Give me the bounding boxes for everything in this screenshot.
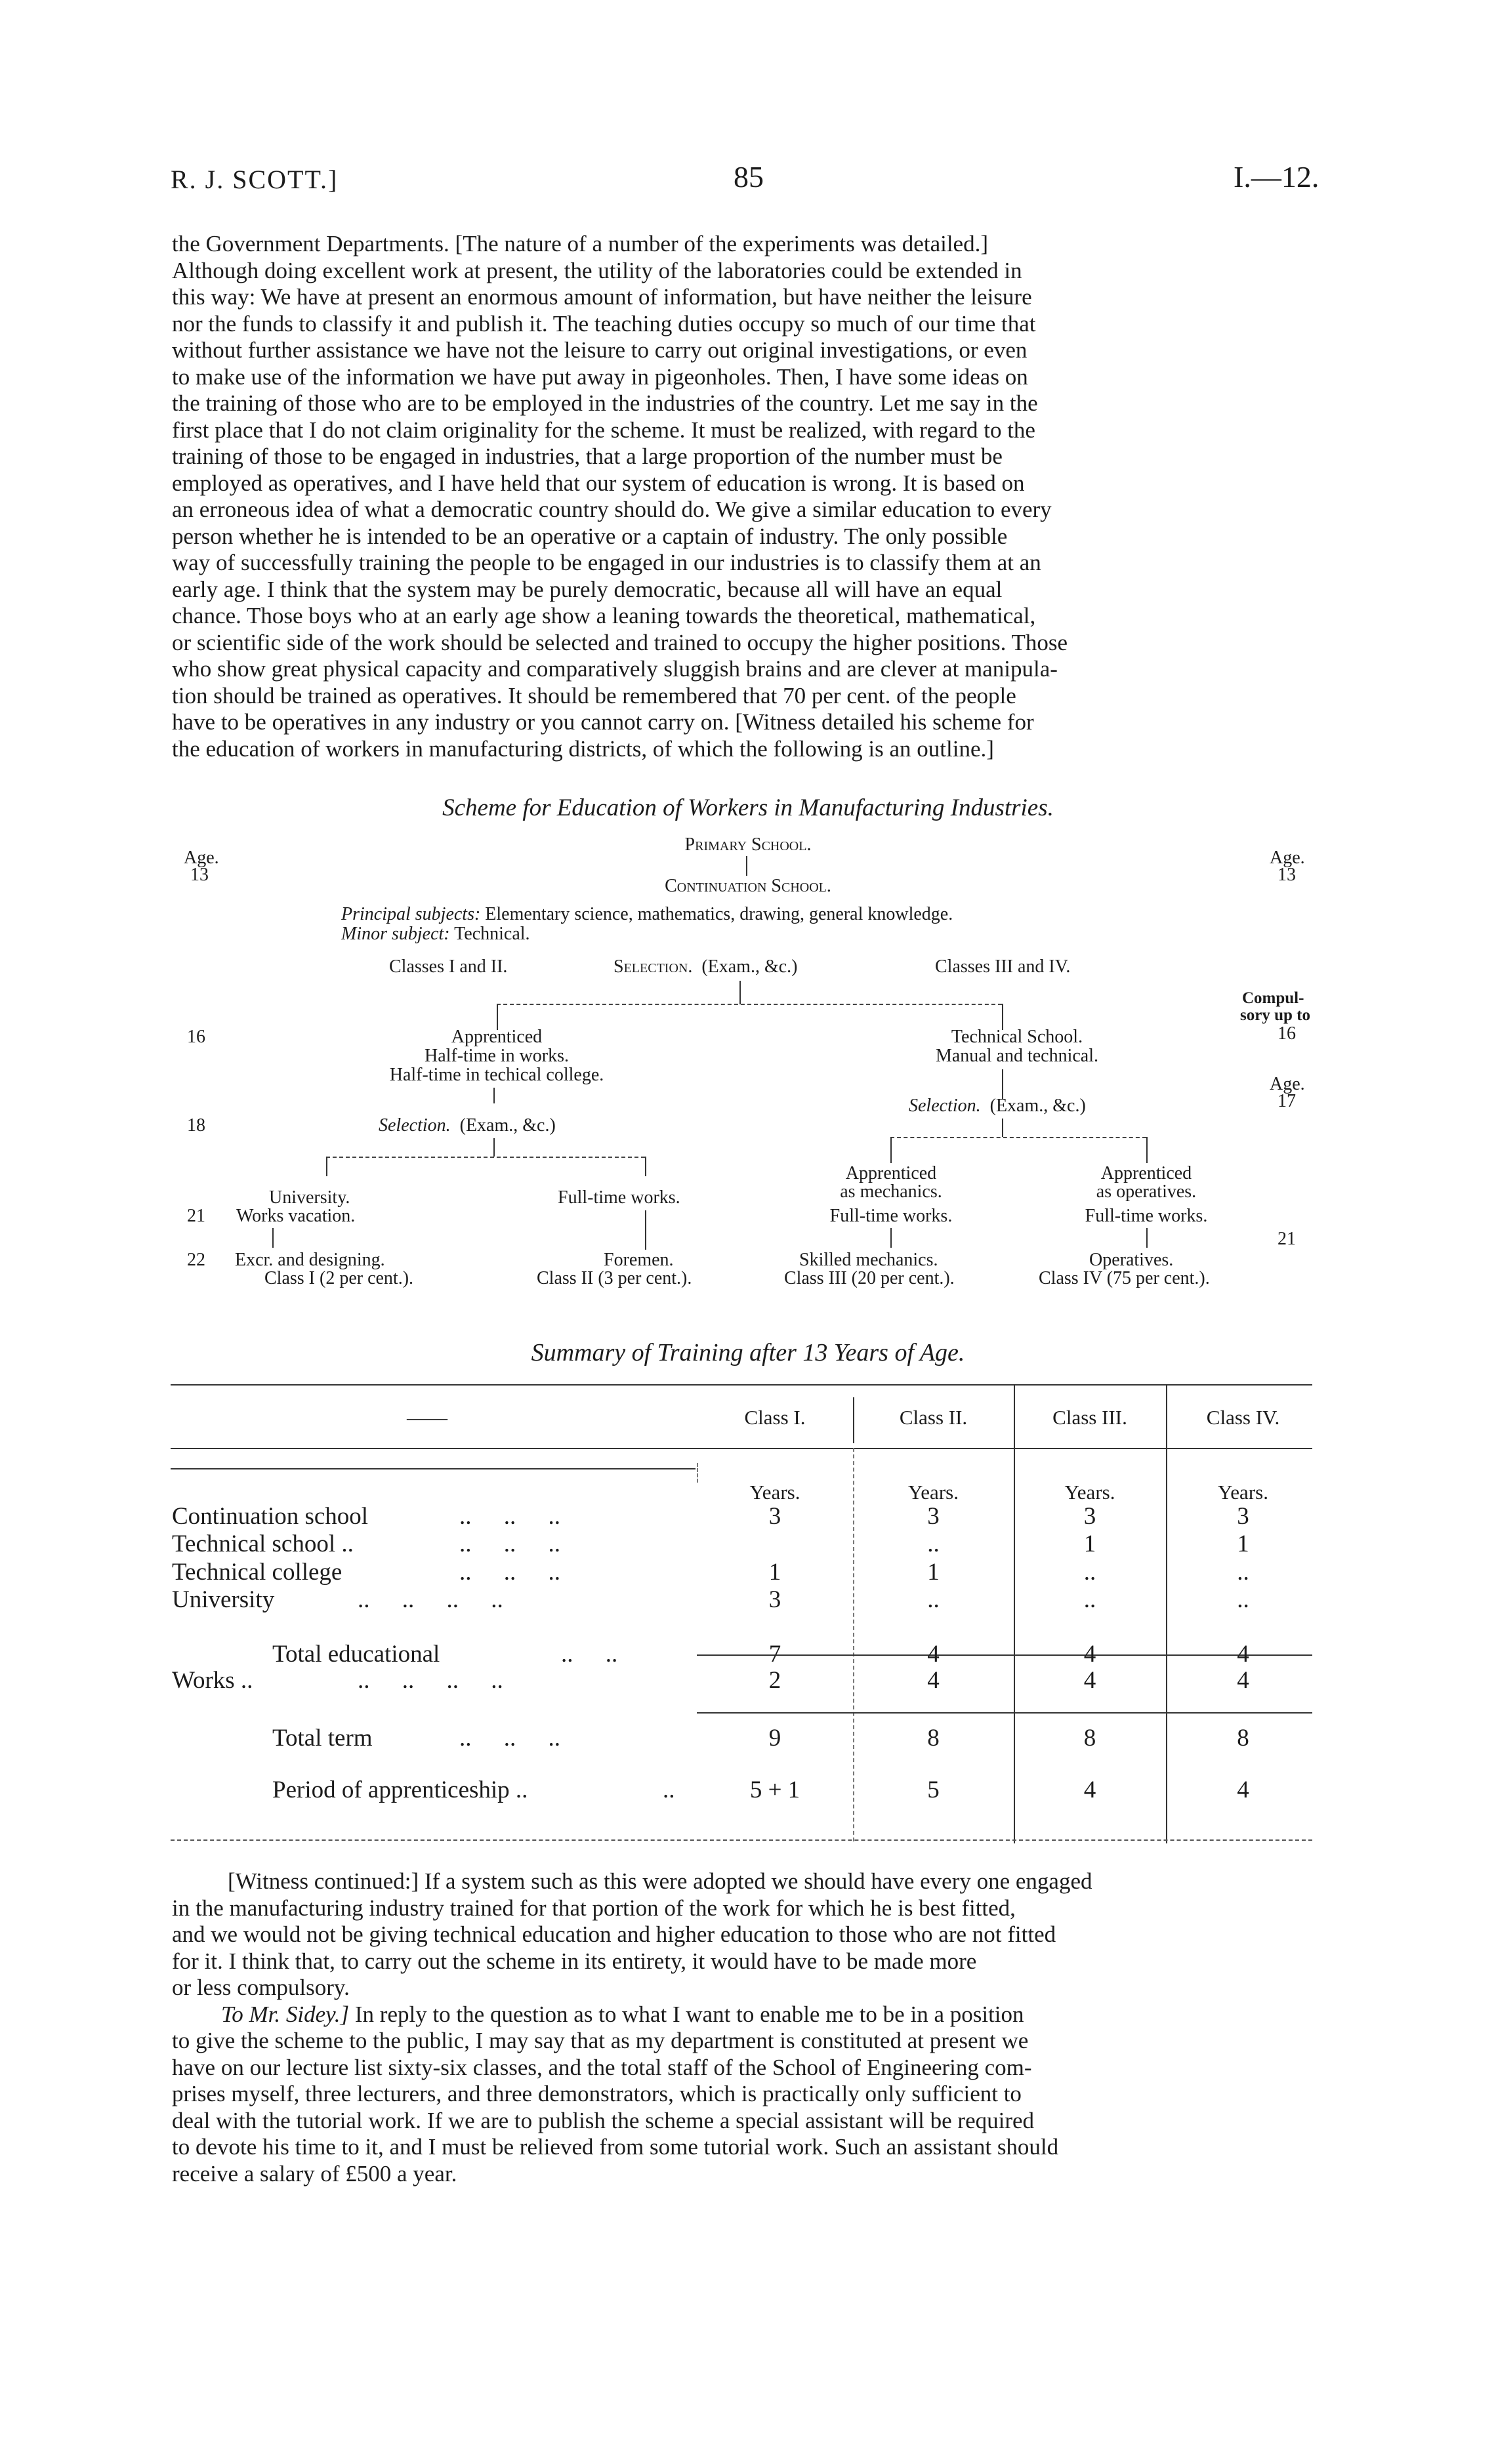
cell-class-3: 4: [1083, 1667, 1096, 1694]
testimony-paragraph-top: [172, 231, 1330, 762]
connector-line: [493, 1138, 495, 1157]
fulltime-works-node: Full-time works.: [558, 1187, 680, 1208]
text-line: without further assistance we have not the leisure to carry out original investigations, or even: [172, 337, 1028, 363]
text-line: the Government Departments. [The nature of a number of the experiments was detailed.]: [172, 231, 988, 257]
connector-line: [746, 856, 747, 876]
text-line: to devote his time to it, and I must be relieved from some tutorial work. Such an assistant should: [172, 2134, 1059, 2160]
row-leader: .. .. ..: [459, 1559, 560, 1586]
fulltime-works-operatives: Full-time works.: [1085, 1206, 1208, 1226]
text-line: and we would not be giving technical education and higher education to those who are not fitted: [172, 1921, 1056, 1947]
cell-class-1: 3: [768, 1586, 781, 1613]
branch-line-left: [326, 1157, 645, 1158]
column-divider: [1014, 1384, 1015, 1843]
text-line: deal with the tutorial work. If we are to publish the scheme a special assistant will be required: [172, 2107, 1035, 2133]
principal-subjects-label: Principal subjects:: [341, 904, 481, 924]
text-line: the training of those who are to be employed in the industries of the country. Let me say in the: [172, 390, 1038, 416]
skilled-mechanics-node: Skilled mechanics.: [799, 1250, 938, 1270]
classes-1-2-label: Classes I and II.: [389, 956, 508, 977]
cell-class-4: ..: [1237, 1559, 1249, 1586]
text-line: in the manufacturing industry trained for that portion of the work for which he is best fitted,: [172, 1895, 1016, 1921]
column-divider: [697, 1463, 698, 1483]
compulsory-note-1: Compul-: [1242, 989, 1304, 1007]
age-22: 22: [187, 1250, 205, 1270]
row-leader: .. .. .. ..: [358, 1586, 503, 1613]
class-3-outcome: Class III (20 per cent.).: [784, 1268, 955, 1288]
row-leader: .. .. ..: [459, 1725, 560, 1752]
connector-line: [645, 1210, 646, 1250]
age-label-right: Age.: [1270, 848, 1305, 868]
text-line: this way: We have at present an enormous amount of information, but have neither the leisure: [172, 284, 1032, 310]
cell-class-1: 7: [768, 1641, 781, 1668]
apprenticed-node: Apprenticed: [451, 1027, 543, 1047]
cell-class-3: ..: [1083, 1559, 1096, 1586]
text-line: the education of workers in manufacturing districts, of which the following is an outline.]: [172, 735, 994, 762]
years-unit: Years.: [908, 1481, 959, 1504]
page-number: 85: [734, 160, 764, 194]
classes-3-4-label: Classes III and IV.: [935, 956, 1071, 977]
cell-class-1: 2: [768, 1667, 781, 1694]
cell-class-1: 1: [768, 1559, 781, 1586]
branch-line-top: [497, 1004, 1002, 1005]
selection-left: [379, 1115, 556, 1136]
text-line: to give the scheme to the public, I may say that as my department is constituted at present we: [172, 2028, 1029, 2053]
selection-top-label: Selection.: [613, 956, 693, 977]
row-label: Total educational: [272, 1641, 440, 1668]
age-label-left: Age.: [184, 848, 219, 868]
text-line: employed as operatives, and I have held that our system of education is wrong. It is based on: [172, 470, 1025, 496]
works-vacation: Works vacation.: [236, 1206, 356, 1226]
cell-class-4: ..: [1237, 1586, 1249, 1613]
exam-right: (Exam., &c.): [989, 1096, 1086, 1116]
row-label: University: [172, 1586, 275, 1613]
text-line: to make use of the information we have put away in pigeonholes. Then, I have some ideas on: [172, 363, 1028, 390]
stub-header-dash: ——: [407, 1406, 447, 1429]
years-unit: Years.: [1218, 1481, 1268, 1504]
text-line: [172, 2002, 1330, 2028]
apprenticed-operatives-1: Apprenticed: [1100, 1163, 1192, 1183]
exam-top: (Exam., &c.): [701, 956, 798, 977]
row-label: Total term: [272, 1725, 373, 1752]
age-13-right: 13: [1278, 865, 1296, 885]
text-line: training of those to be engaged in industries, that a large proportion of the number must be: [172, 443, 1003, 469]
header-class-2: Class II.: [899, 1406, 968, 1429]
connector-line: [739, 981, 741, 1004]
excr-designing: Excr. and designing.: [235, 1250, 385, 1270]
connector-line: [326, 1157, 327, 1176]
cell-class-4: 3: [1237, 1503, 1249, 1530]
text-line: receive a salary of £500 a year.: [172, 2160, 457, 2187]
halftime-college: Half-time in techical college.: [389, 1065, 604, 1085]
header-class-1: Class I.: [744, 1406, 806, 1429]
apprenticed-operatives-2: as operatives.: [1096, 1181, 1197, 1202]
cell-class-4: 1: [1237, 1530, 1249, 1557]
row-label: Technical school ..: [172, 1530, 354, 1557]
connector-line: [1002, 1119, 1003, 1137]
connector-line: [890, 1228, 892, 1248]
operatives-node: Operatives.: [1089, 1250, 1174, 1270]
cell-class-3: 8: [1083, 1725, 1096, 1752]
text-line: way of successfully training the people to be engaged in our industries is to classify them at an: [172, 550, 1041, 575]
summary-title: Summary of Training after 13 Years of Age.: [531, 1339, 965, 1366]
row-leader: .. ..: [561, 1641, 618, 1668]
table-bottom-rule: [171, 1839, 1312, 1841]
testimony-paragraph-continued: [172, 1868, 1330, 2187]
row-label: Continuation school: [172, 1503, 369, 1530]
scheme-title: Scheme for Education of Workers in Manufacturing Industries.: [442, 794, 1054, 821]
cell-class-3: 1: [1083, 1530, 1096, 1557]
connector-line: [1146, 1228, 1148, 1248]
cell-class-3: 3: [1083, 1503, 1096, 1530]
cell-class-1: 9: [768, 1725, 781, 1752]
text-line: [Witness continued:] If a system such as this were adopted we should have every one engaged: [228, 1868, 1092, 1894]
cell-class-2: 3: [927, 1503, 940, 1530]
class-4-outcome: Class IV (75 per cent.).: [1039, 1268, 1210, 1288]
header-class-4: Class IV.: [1206, 1406, 1280, 1429]
speaker-reference: To Mr. Sidey.]: [221, 2001, 350, 2027]
class-1-outcome: Class I (2 per cent.).: [264, 1268, 414, 1288]
exam-left: (Exam., &c.): [459, 1115, 556, 1136]
document-reference: I.—12.: [1234, 160, 1319, 194]
text-fragment: In reply to the question as to what I want to enable me to be in a position: [349, 2001, 1024, 2027]
branch-line-right: [890, 1137, 1146, 1138]
text-line: person whether he is intended to be an operative or a captain of industry. The only possible: [172, 523, 1008, 549]
table-top-rule: [171, 1384, 1312, 1386]
cell-class-1: 5 + 1: [749, 1776, 800, 1803]
fulltime-works-mechanics: Full-time works.: [829, 1206, 953, 1226]
principal-subjects: [341, 904, 953, 925]
selection-left-label: Selection.: [379, 1115, 451, 1136]
cell-class-2: 5: [927, 1776, 940, 1803]
row-leader: .. .. ..: [459, 1530, 560, 1557]
cell-class-2: ..: [927, 1586, 940, 1613]
cell-class-1: 3: [768, 1503, 781, 1530]
minor-subject-text: Technical.: [454, 924, 530, 944]
age-21-left: 21: [187, 1206, 205, 1226]
text-line: prises myself, three lecturers, and three demonstrators, which is practically only sufficient to: [172, 2081, 1022, 2106]
text-line: for it. I think that, to carry out the scheme in its entirety, it would have to be made more: [172, 1948, 977, 1974]
text-line: have to be operatives in any industry or you cannot carry on. [Witness detailed his scheme for: [172, 709, 1034, 735]
selection-right-label: Selection.: [909, 1096, 981, 1116]
manual-technical: Manual and technical.: [935, 1046, 1098, 1066]
row-leader: .. .. ..: [459, 1503, 560, 1530]
halftime-works: Half-time in works.: [424, 1046, 570, 1066]
cell-class-3: ..: [1083, 1586, 1096, 1613]
cell-class-3: 4: [1083, 1776, 1096, 1803]
text-line: have on our lecture list sixty-six classes, and the total staff of the School of Engineering com-: [172, 2054, 1032, 2080]
cell-class-4: 4: [1237, 1641, 1249, 1668]
cell-class-2: 1: [927, 1559, 940, 1586]
selection-top: [613, 956, 798, 977]
cell-class-2: 4: [927, 1641, 940, 1668]
age-18: 18: [187, 1115, 205, 1136]
connector-line: [272, 1228, 274, 1248]
connector-line: [497, 1004, 498, 1030]
cell-class-2: 8: [927, 1725, 940, 1752]
connector-line: [890, 1137, 892, 1163]
text-line: Although doing excellent work at present, the utility of the laboratories could be extended in: [172, 257, 1022, 283]
table-header-rule: [171, 1448, 1312, 1449]
minor-subject-label: Minor subject:: [341, 924, 450, 944]
compulsory-note-2: sory up to: [1240, 1006, 1310, 1024]
age-17: 17: [1278, 1091, 1296, 1111]
connector-line: [1146, 1137, 1148, 1163]
class-2-outcome: Class II (3 per cent.).: [537, 1268, 692, 1288]
connector-line: [1002, 1069, 1003, 1099]
row-leader: ..: [663, 1776, 675, 1803]
row-label: Works ..: [172, 1667, 253, 1694]
text-line: an erroneous idea of what a democratic country should do. We give a similar education to every: [172, 497, 1052, 522]
row-label: Technical college: [172, 1559, 343, 1586]
cell-class-3: 4: [1083, 1641, 1096, 1668]
text-line: early age. I think that the system may be purely democratic, because all will have an equal: [172, 576, 1003, 602]
row-label: Period of apprenticeship ..: [272, 1776, 528, 1803]
principal-subjects-text: Elementary science, mathematics, drawing, general knowledge.: [485, 904, 953, 924]
years-unit: Years.: [749, 1481, 800, 1504]
text-line: tion should be trained as operatives. It should be remembered that 70 per cent. of the people: [172, 682, 1016, 708]
cell-class-4: 8: [1237, 1725, 1249, 1752]
text-line: first place that I do not claim originality for the scheme. It must be realized, with regard to the: [172, 417, 1035, 443]
selection-right: [909, 1096, 1086, 1117]
table-header-rule-2: [171, 1468, 696, 1469]
cell-class-4: 4: [1237, 1776, 1249, 1803]
text-line: or scientific side of the work should be selected and trained to occupy the higher positions. Those: [172, 629, 1068, 655]
continuation-school-node: Continuation School.: [665, 876, 831, 896]
cell-class-2: 4: [927, 1667, 940, 1694]
apprenticed-mechanics-2: as mechanics.: [840, 1181, 942, 1202]
minor-subject: [341, 924, 530, 945]
text-line: or less compulsory.: [172, 1975, 350, 2000]
apprenticed-mechanics-1: Apprenticed: [845, 1163, 937, 1183]
total-rule: [697, 1712, 1312, 1714]
text-line: nor the funds to classify it and publish it. The teaching duties occupy so much of our time that: [172, 310, 1036, 337]
column-divider: [1166, 1384, 1167, 1843]
connector-line: [645, 1157, 646, 1176]
foremen-node: Foremen.: [604, 1250, 674, 1270]
compulsory-age-16: 16: [1278, 1023, 1296, 1044]
connector-line: [1002, 1004, 1003, 1030]
connector-line: [493, 1088, 495, 1103]
running-head-author: R. J. SCOTT.]: [171, 165, 339, 194]
age-13-left: 13: [190, 865, 209, 885]
cell-class-4: 4: [1237, 1667, 1249, 1694]
primary-school-node: Primary School.: [684, 834, 812, 855]
years-unit: Years.: [1064, 1481, 1115, 1504]
header-class-3: Class III.: [1052, 1406, 1127, 1429]
technical-school-node: Technical School.: [951, 1027, 1083, 1047]
text-line: who show great physical capacity and comparatively sluggish brains and are clever at manipula-: [172, 656, 1058, 682]
row-leader: .. .. .. ..: [358, 1667, 503, 1694]
cell-class-2: ..: [927, 1530, 940, 1557]
university-node: University.: [269, 1187, 350, 1208]
age-16: 16: [187, 1027, 205, 1047]
age-21-right: 21: [1278, 1229, 1296, 1249]
text-line: chance. Those boys who at an early age show a leaning towards the theoretical, mathematical,: [172, 603, 1036, 628]
age-label-right-2: Age.: [1270, 1074, 1305, 1094]
